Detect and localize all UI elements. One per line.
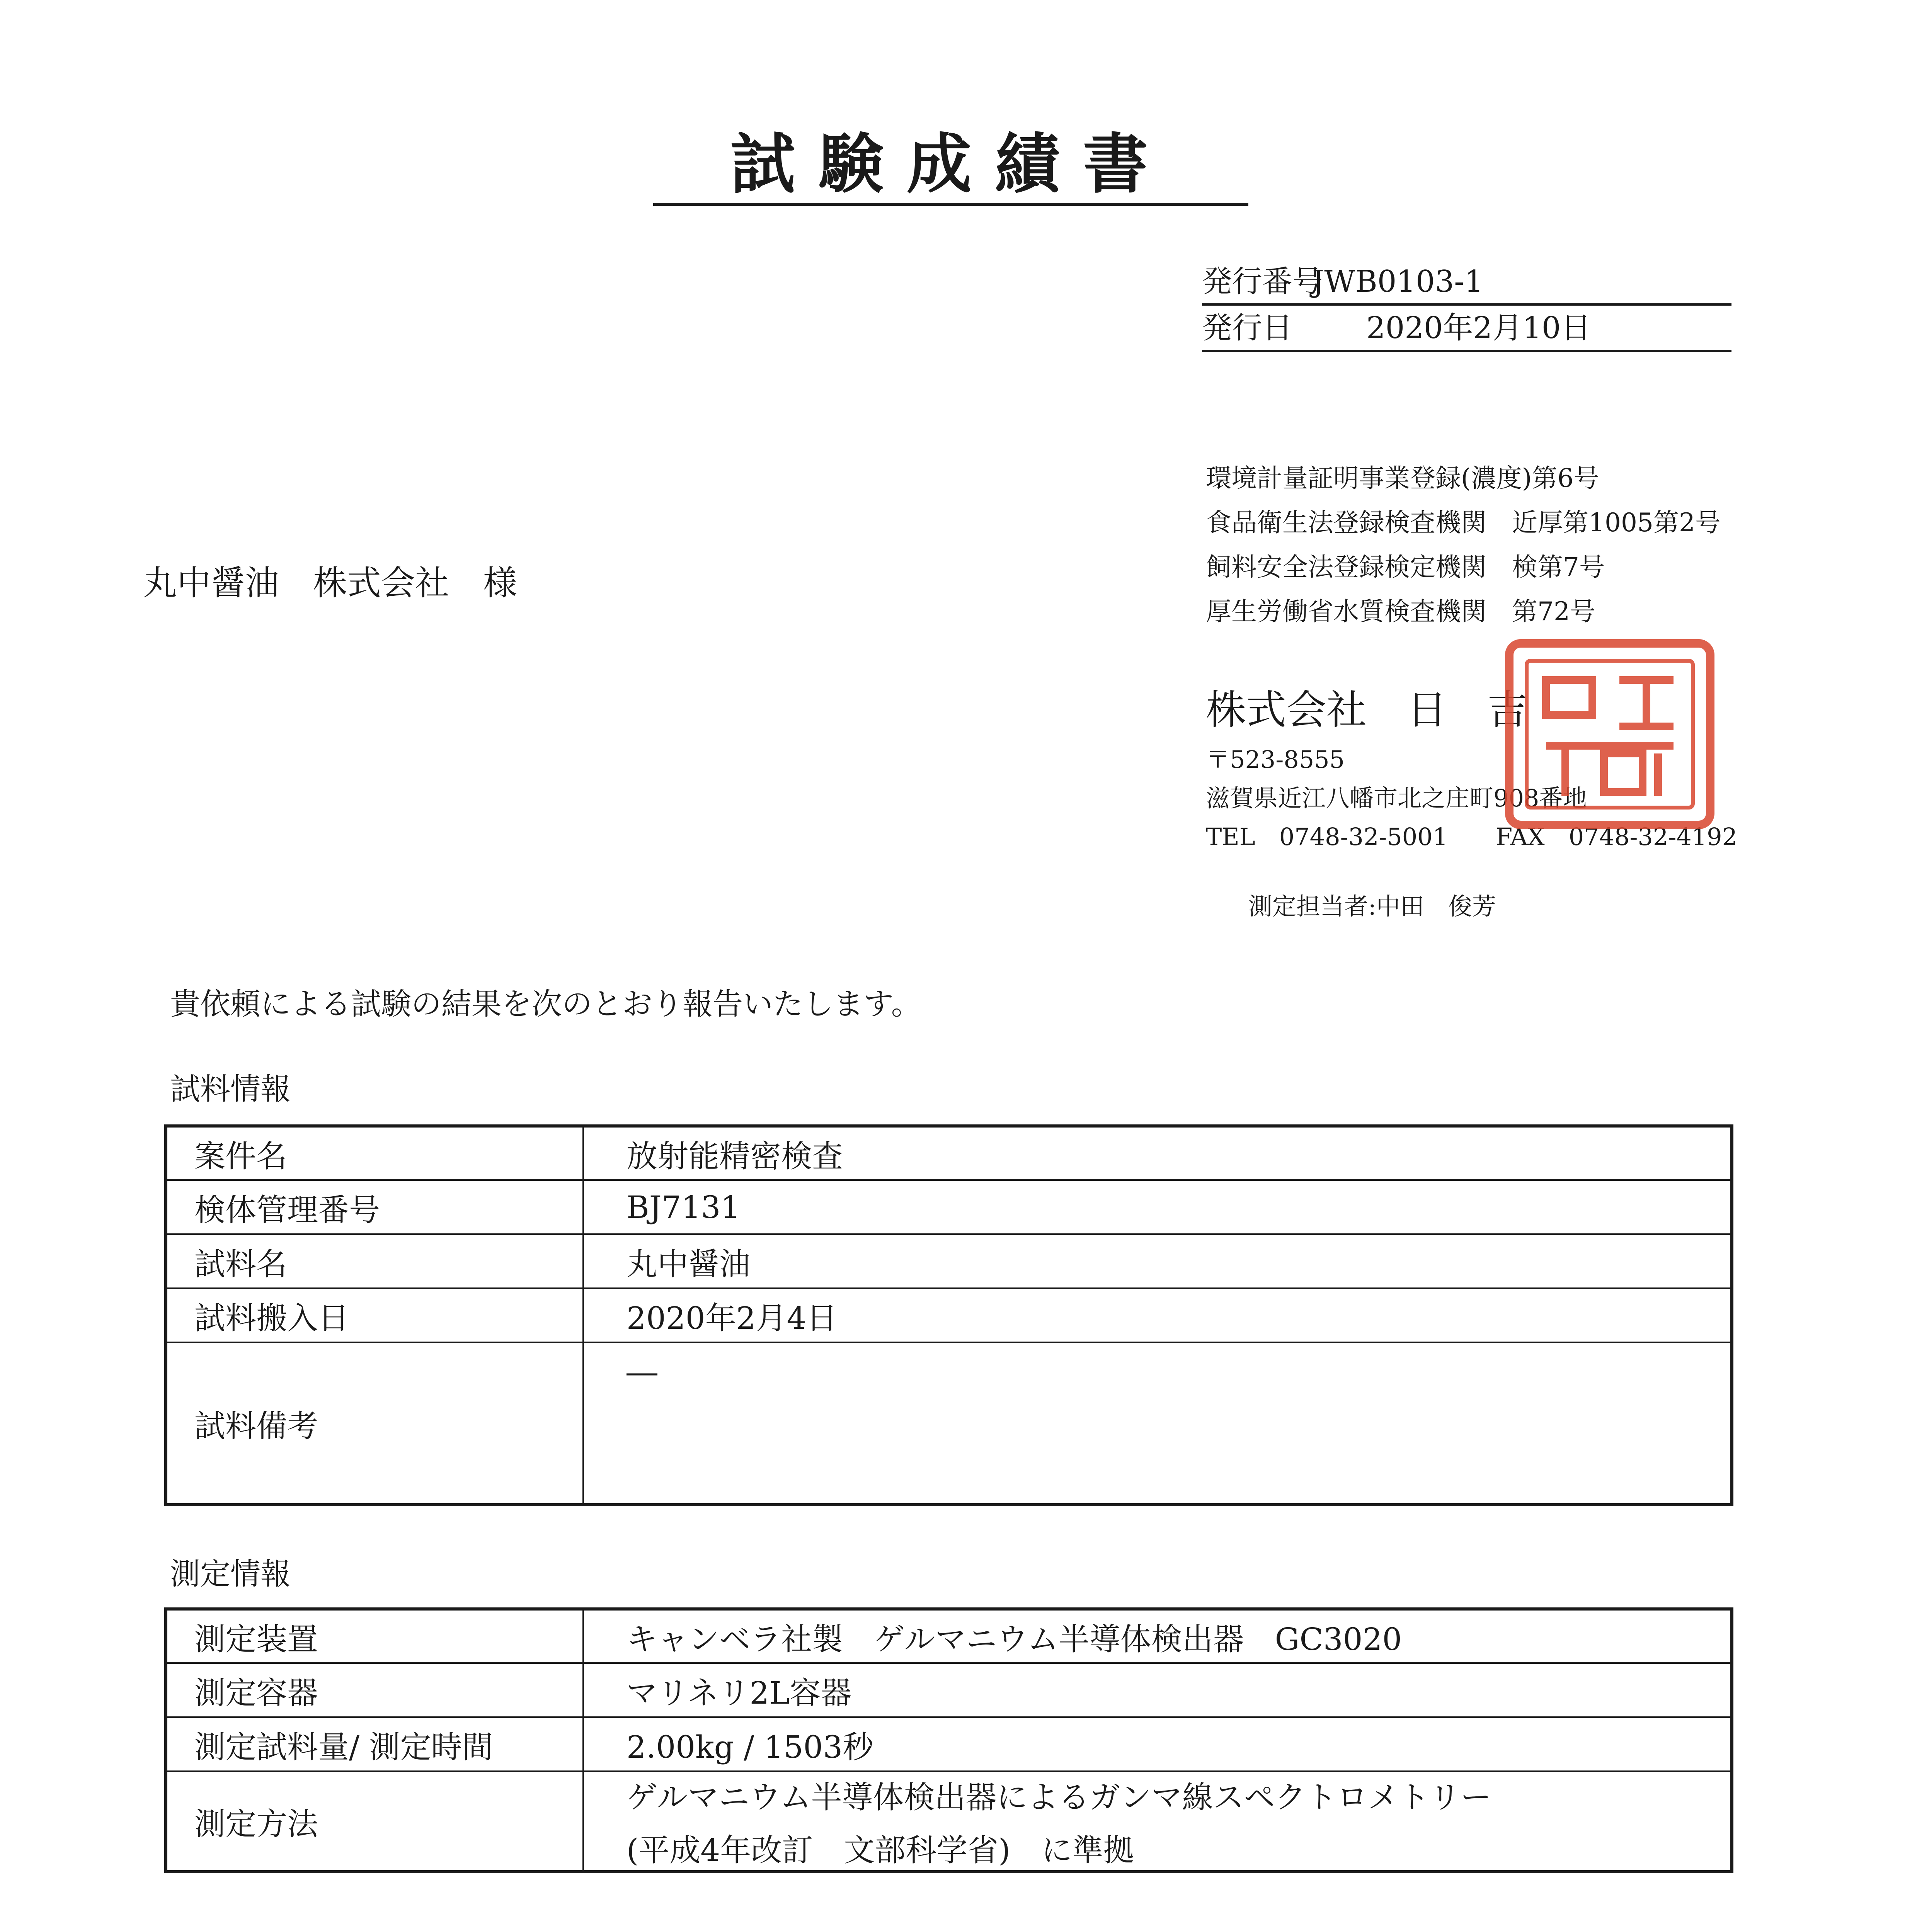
table-row bbox=[166, 1288, 1732, 1342]
sample-value: 丸中醤油 bbox=[583, 1234, 1732, 1288]
sample-info-heading: 試料情報 bbox=[170, 1072, 291, 1107]
issue-date-rule bbox=[1202, 350, 1731, 352]
table-row bbox=[166, 1771, 1732, 1872]
table-row bbox=[166, 1126, 1732, 1180]
sample-label: 試料備考 bbox=[166, 1342, 583, 1505]
document-title: 試験成績書 bbox=[730, 126, 1171, 202]
registration-line: 厚生労働省水質検査機関 第72号 bbox=[1206, 597, 1595, 626]
issuer-tel-fax: TEL 0748-32-5001 FAX 0748-32-4192 bbox=[1206, 823, 1738, 851]
measurement-person: 測定担当者:中田 俊芳 bbox=[1248, 892, 1496, 920]
registration-line: 環境計量証明事業登録(濃度)第6号 bbox=[1206, 463, 1599, 493]
sample-info-table bbox=[164, 1124, 1733, 1506]
sample-value: ― bbox=[583, 1342, 1732, 1505]
company-seal-icon bbox=[1503, 638, 1716, 831]
measure-method-line: ゲルマニウム半導体検出器によるガンマ線スペクトロメトリー bbox=[627, 1779, 1491, 1815]
sample-label: 案件名 bbox=[166, 1126, 583, 1180]
table-row bbox=[166, 1663, 1732, 1717]
registration-line: 飼料安全法登録検定機関 検第7号 bbox=[1206, 552, 1605, 582]
sample-label: 試料名 bbox=[166, 1234, 583, 1288]
issue-date-row bbox=[1202, 313, 1731, 343]
measure-label: 測定方法 bbox=[166, 1771, 583, 1872]
measure-label: 測定試料量/ 測定時間 bbox=[166, 1717, 583, 1771]
title-underline bbox=[653, 203, 1248, 206]
table-row bbox=[166, 1609, 1732, 1663]
registration-line: 食品衛生法登録検査機関 近厚第1005第2号 bbox=[1206, 508, 1721, 537]
table-row bbox=[166, 1234, 1732, 1288]
issuer-company: 株式会社 日 吉 bbox=[1206, 686, 1528, 733]
sample-value: 放射能精密検査 bbox=[583, 1126, 1732, 1180]
sample-label: 検体管理番号 bbox=[166, 1180, 583, 1234]
measure-value: マリネリ2L容器 bbox=[583, 1663, 1732, 1717]
measure-value: キャンベラ社製 ゲルマニウム半導体検出器 GC3020 bbox=[583, 1609, 1732, 1663]
table-row bbox=[166, 1342, 1732, 1505]
issue-date-label: 発行日 bbox=[1202, 311, 1293, 345]
measure-method-line: (平成4年改訂 文部科学省) に準拠 bbox=[627, 1832, 1134, 1868]
issue-number-row bbox=[1202, 264, 1731, 299]
client-name: 丸中醤油 株式会社 様 bbox=[143, 563, 518, 603]
issue-number-rule bbox=[1202, 303, 1731, 306]
measure-info-heading: 測定情報 bbox=[170, 1557, 291, 1592]
sample-value: BJ7131 bbox=[583, 1180, 1732, 1234]
intro-text: 貴依頼による試験の結果を次のとおり報告いたします。 bbox=[170, 987, 921, 1022]
issue-number-label: 発行番号 bbox=[1202, 264, 1323, 299]
table-row bbox=[166, 1180, 1732, 1234]
issuer-address: 滋賀県近江八幡市北之庄町908番地 bbox=[1206, 784, 1587, 812]
measure-label: 測定装置 bbox=[166, 1609, 583, 1663]
issuer-postal: 〒523-8555 bbox=[1206, 745, 1345, 774]
sample-value: 2020年2月4日 bbox=[583, 1288, 1732, 1342]
measure-label: 測定容器 bbox=[166, 1663, 583, 1717]
issue-number-value: JWB0103-1 bbox=[1312, 264, 1484, 299]
sample-label: 試料搬入日 bbox=[166, 1288, 583, 1342]
table-row bbox=[166, 1717, 1732, 1771]
measure-info-table bbox=[164, 1607, 1733, 1873]
measure-value: 2.00kg / 1503秒 bbox=[583, 1717, 1732, 1771]
measure-value bbox=[583, 1771, 1732, 1872]
issue-date-value: 2020年2月10日 bbox=[1366, 311, 1591, 345]
